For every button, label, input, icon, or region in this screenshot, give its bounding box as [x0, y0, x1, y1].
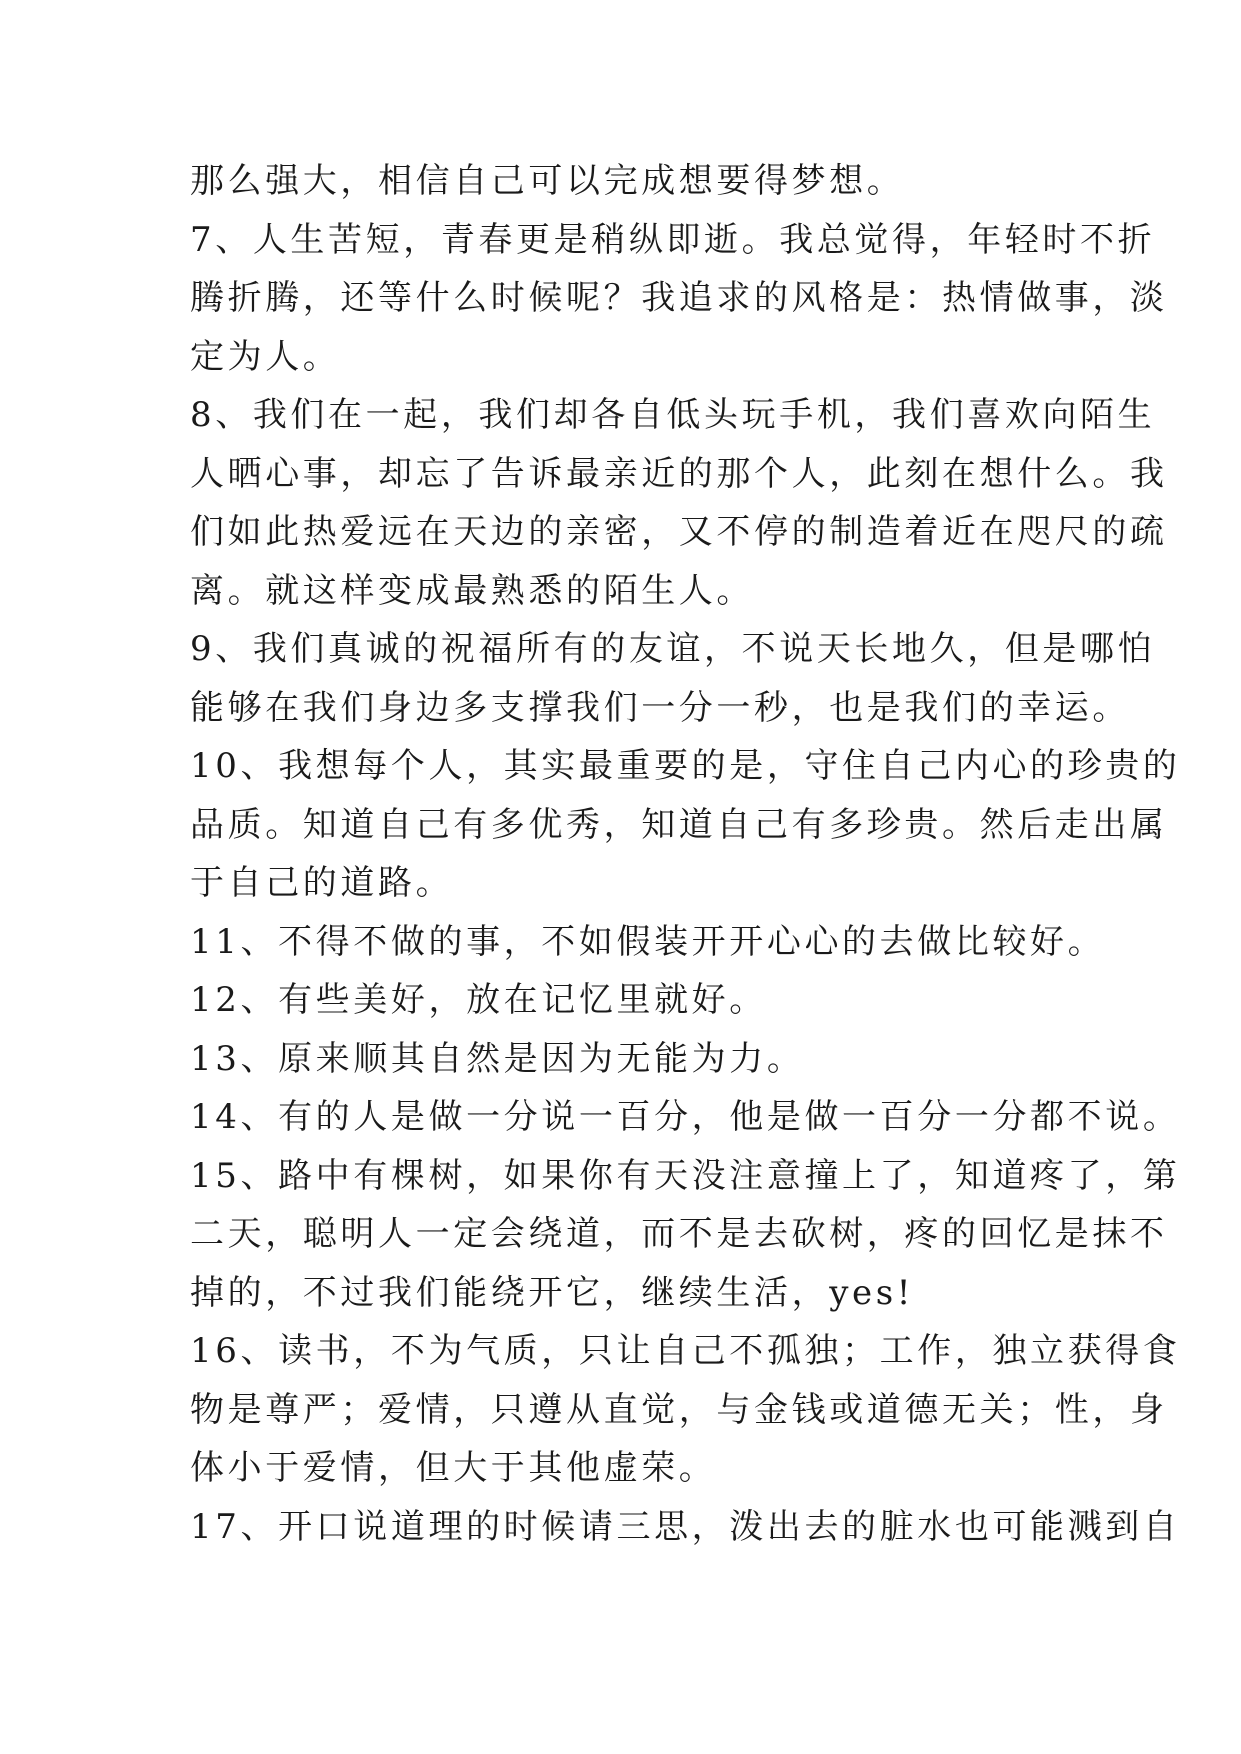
text-line: 7、人生苦短，青春更是稍纵即逝。我总觉得，年轻时不折: [190, 219, 1156, 260]
text-line: 15、路中有棵树，如果你有天没注意撞上了，知道疼了，第: [190, 1155, 1181, 1196]
text-line: 二天，聪明人一定会绕道，而不是去砍树，疼的回忆是抹不: [190, 1214, 1168, 1254]
text-line: 17、开口说道理的时候请三思，泼出去的脏水也可能溅到自: [190, 1506, 1181, 1547]
text-line: 13、原来顺其自然是因为无能为力。: [190, 1038, 805, 1079]
text-line: 16、读书，不为气质，只让自己不孤独；工作，独立获得食: [190, 1331, 1181, 1371]
text-line: 物是尊严；爱情，只遵从直觉，与金钱或道德无关；性，身: [190, 1389, 1168, 1430]
text-line: 12、有些美好，放在记忆里就好。: [190, 980, 767, 1020]
text-line: 定为人。: [190, 336, 341, 377]
text-line: 们如此热爱远在天边的亲密，又不停的制造着近在咫尺的疏: [190, 512, 1168, 552]
text-line: 9、我们真诚的祝福所有的友谊，不说天长地久，但是哪怕: [190, 629, 1156, 669]
text-line: 14、有的人是做一分说一百分，他是做一百分一分都不说。: [190, 1097, 1181, 1137]
text-line: 能够在我们身边多支撑我们一分一秒，也是我们的幸运。: [190, 687, 1130, 728]
text-line: 掉的，不过我们能绕开它，继续生活，yes!: [190, 1272, 915, 1313]
text-line: 离。就这样变成最熟悉的陌生人。: [190, 570, 754, 611]
text-line: 人晒心事，却忘了告诉最亲近的那个人，此刻在想什么。我: [190, 453, 1168, 494]
text-line: 10、我想每个人，其实最重要的是，守住自己内心的珍贵的: [190, 746, 1181, 786]
text-line: 腾折腾，还等什么时候呢？我追求的风格是：热情做事，淡: [190, 278, 1168, 318]
text-line: 8、我们在一起，我们却各自低头玩手机，我们喜欢向陌生: [190, 395, 1156, 435]
document-body: [190, 152, 1181, 1556]
text-line: 那么强大，相信自己可以完成想要得梦想。: [190, 161, 905, 201]
text-line: 体小于爱情，但大于其他虚荣。: [190, 1448, 717, 1488]
text-line: 品质。知道自己有多优秀，知道自己有多珍贵。然后走出属: [190, 804, 1168, 845]
text-line: 于自己的道路。: [190, 863, 454, 903]
text-line: 11、不得不做的事，不如假装开开心心的去做比较好。: [190, 921, 1106, 962]
